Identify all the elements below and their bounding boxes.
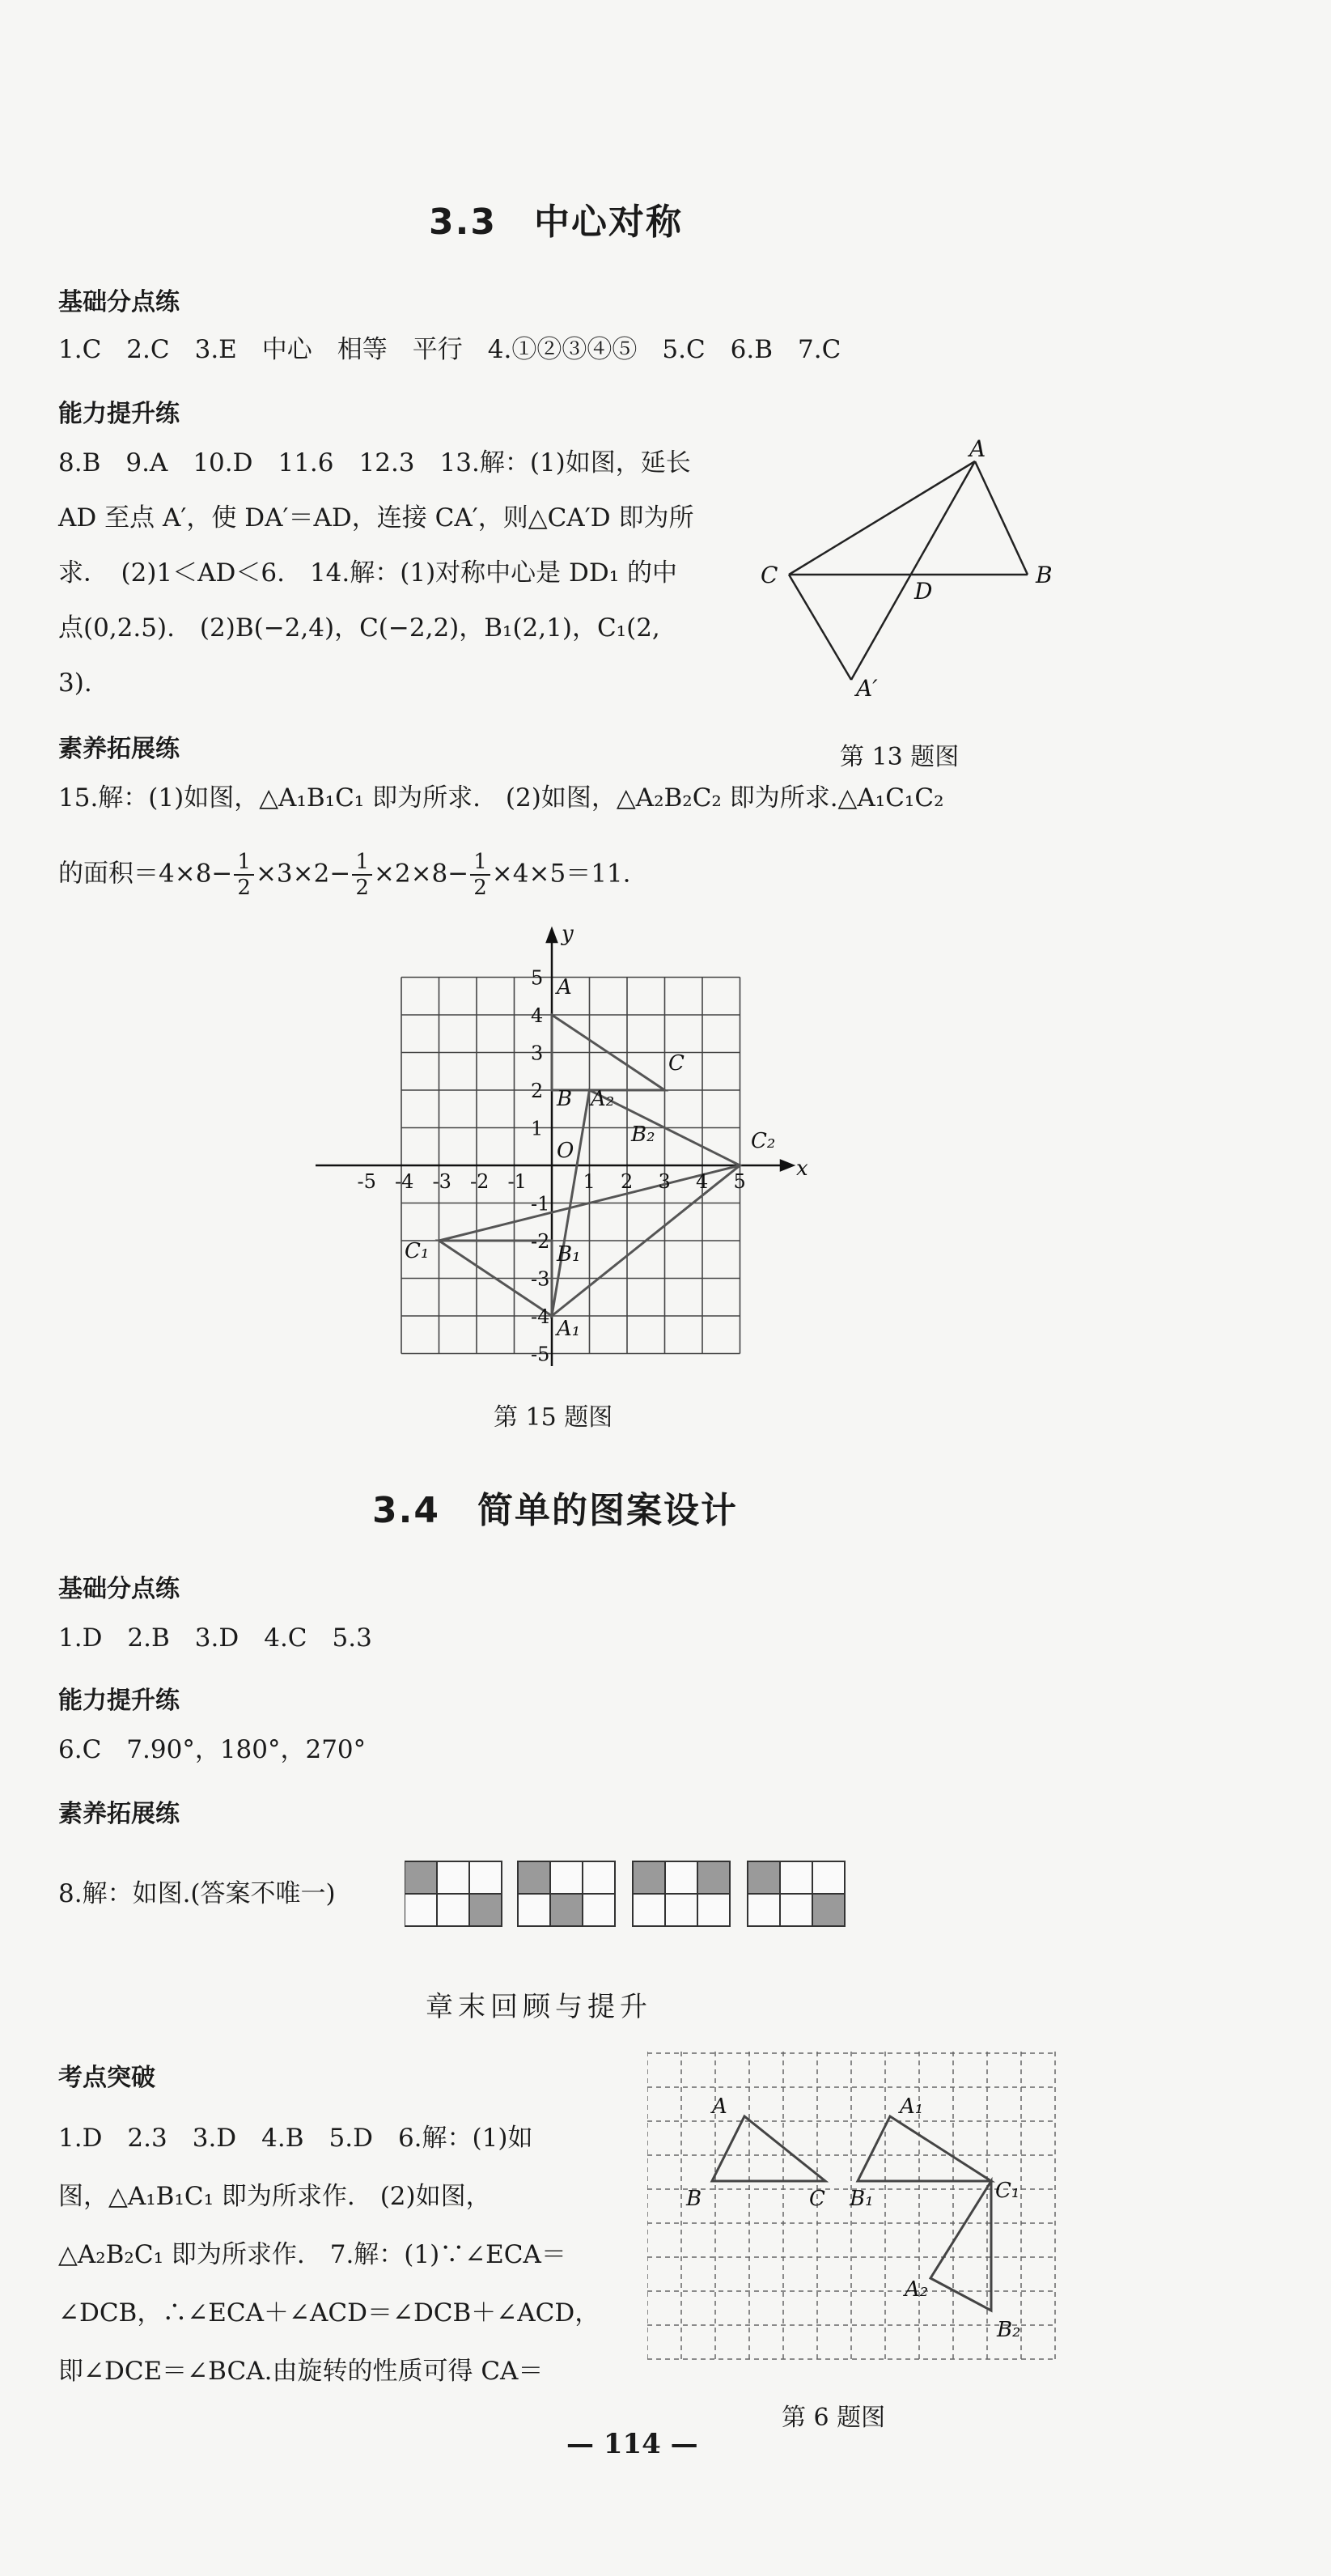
- heading-key-points: 考点突破: [58, 2064, 155, 2092]
- fraction-numerator: 1: [470, 850, 490, 876]
- fig15-x-tick-label: -2: [470, 1170, 490, 1193]
- fig13-label-d: D: [914, 578, 933, 605]
- fig15-label-b2: B₂: [631, 1122, 655, 1147]
- fraction-half-2: [352, 850, 372, 900]
- fig6-label-b1: B₁: [850, 2187, 874, 2211]
- fig15-caption: 第 15 题图: [494, 1403, 613, 1432]
- ability-line-5: 3).: [58, 668, 92, 698]
- fig13-segment-ac: [789, 461, 975, 575]
- fig15-y-tick-label: -2: [531, 1230, 550, 1253]
- fig15-origin-label: O: [557, 1139, 574, 1163]
- ability-line-1: 8.B 9.A 10.D 11.6 12.3 13.解：(1)如图，延长: [58, 448, 691, 477]
- fig13-label-a: A: [969, 437, 986, 462]
- q15-line-2: [58, 850, 631, 900]
- pattern-shaded-cell: [550, 1894, 583, 1926]
- fig15-x-tick-label: -3: [432, 1170, 451, 1193]
- heading-basic-practice: 基础分点练: [58, 288, 180, 316]
- heading-basic-practice-3-4: 基础分点练: [58, 1575, 180, 1603]
- fig15-y-tick-label: 3: [531, 1042, 544, 1065]
- fig15-x-tick-label: 5: [733, 1170, 746, 1193]
- fig15-label-c: C: [668, 1051, 685, 1076]
- fig15-y-axis-label: y: [562, 923, 574, 946]
- pattern-cell: [633, 1894, 665, 1926]
- pattern-shaded-cell: [469, 1894, 502, 1926]
- pattern-cell: [748, 1894, 780, 1926]
- pattern-cell: [583, 1861, 615, 1894]
- heading-expand-practice: 素养拓展练: [58, 735, 180, 763]
- fig6-label-c1: C₁: [995, 2179, 1020, 2203]
- section-title-3-4: 3.4 简单的图案设计: [372, 1490, 738, 1531]
- ability-line-2: AD 至点 A′，使 DA′＝AD，连接 CA′，则△CA′D 即为所: [58, 503, 694, 533]
- fig6-label-a: A: [712, 2094, 727, 2119]
- fig15-x-tick-label: 2: [621, 1170, 634, 1193]
- fig13-label-c: C: [761, 562, 778, 588]
- heading-ability-practice: 能力提升练: [58, 400, 180, 428]
- pattern-cell: [697, 1894, 730, 1926]
- fraction-half-3: [470, 850, 490, 900]
- fig15-label-a: A: [557, 975, 572, 999]
- fig13-segment-ca1: [789, 575, 851, 680]
- review-line-3: △A₂B₂C₁ 即为所求作. 7.解：(1)∵∠ECA＝: [58, 2240, 566, 2269]
- fig15-x-arrow: [781, 1161, 793, 1170]
- fig15-y-tick-label: -3: [531, 1267, 550, 1291]
- ability-line-3: 求． (2)1＜AD＜6. 14.解：(1)对称中心是 DD₁ 的中: [58, 558, 678, 588]
- fig13-segment-aa1: [851, 461, 975, 680]
- review-line-4: ∠DCB，∴∠ECA＋∠ACD＝∠DCB＋∠ACD，: [58, 2298, 600, 2328]
- pattern-cell: [583, 1894, 615, 1926]
- fig6-caption: 第 6 题图: [782, 2404, 886, 2432]
- pattern-cell: [780, 1861, 812, 1894]
- fig6-triangle-abc: [712, 2116, 825, 2181]
- figure-15-coordinate-grid: [307, 923, 809, 1384]
- fig15-y-tick-label: -5: [531, 1343, 550, 1366]
- q8-text: 8.解：如图.(答案不唯一): [58, 1879, 336, 1908]
- fig15-x-axis-label: x: [796, 1156, 808, 1181]
- fig15-x-tick-label: -4: [395, 1170, 414, 1193]
- fig15-x-tick-label: 4: [696, 1170, 709, 1193]
- pattern-cell: [469, 1861, 502, 1894]
- fig15-label-b1: B₁: [557, 1242, 581, 1267]
- fig6-label-a2: A₂: [905, 2277, 929, 2302]
- pattern-shaded-cell: [633, 1861, 665, 1894]
- fig15-y-tick-label: -1: [531, 1192, 550, 1216]
- pattern-cell: [518, 1894, 550, 1926]
- fig15-y-tick-label: 4: [531, 1004, 544, 1027]
- pattern-cell: [665, 1861, 697, 1894]
- q8-pattern-designs: [405, 1845, 858, 1950]
- fig15-y-tick-label: 1: [531, 1117, 544, 1140]
- fraction-denominator: 2: [237, 876, 251, 900]
- answers-basic: 1.C 2.C 3.E 中心 相等 平行 4.①②③④⑤ 5.C 6.B 7.C: [58, 335, 841, 364]
- pattern-cell: [437, 1861, 469, 1894]
- q15-area-seg1: ×3×2−: [255, 859, 351, 889]
- pattern-cell: [405, 1894, 437, 1926]
- figure-13: [761, 437, 1068, 712]
- fig15-x-tick-label: -1: [507, 1170, 527, 1193]
- fig6-label-b: B: [686, 2187, 702, 2211]
- fraction-denominator: 2: [473, 876, 487, 900]
- fraction-numerator: 1: [352, 850, 372, 876]
- fig6-label-c: C: [809, 2187, 825, 2211]
- pattern-cell: [780, 1894, 812, 1926]
- pattern-shaded-cell: [405, 1861, 437, 1894]
- fig15-label-a1: A₁: [557, 1317, 581, 1341]
- answers-basic-3-4: 1.D 2.B 3.D 4.C 5.3: [58, 1623, 372, 1653]
- q15-area-seg3: ×4×5＝11.: [491, 859, 631, 889]
- pattern-cell: [550, 1861, 583, 1894]
- pattern-shaded-cell: [748, 1861, 780, 1894]
- pattern-cell: [437, 1894, 469, 1926]
- fig13-label-b: B: [1036, 562, 1053, 588]
- review-line-2: 图，△A₁B₁C₁ 即为所求作. (2)如图，: [58, 2182, 491, 2211]
- fraction-numerator: 1: [234, 850, 254, 876]
- fig15-label-c2: C₂: [751, 1129, 776, 1153]
- fig15-label-b: B: [557, 1087, 573, 1111]
- fig15-y-tick-label: 2: [531, 1080, 544, 1102]
- fig6-triangle-a1b1c1: [858, 2116, 991, 2181]
- q8-pattern-group: [405, 1861, 845, 1926]
- fig15-x-tick-label: 1: [583, 1170, 596, 1193]
- fig13-segment-ab: [975, 461, 1028, 575]
- review-line-5: 即∠DCE＝∠BCA.由旋转的性质可得 CA＝: [58, 2357, 544, 2386]
- review-line-1: 1.D 2.3 3.D 4.B 5.D 6.解：(1)如: [58, 2124, 533, 2153]
- fig13-label-a-prime: A′: [856, 675, 878, 702]
- fig6-label-b2: B₂: [997, 2318, 1021, 2342]
- fig6-label-a1: A₁: [900, 2094, 924, 2119]
- pattern-shaded-cell: [812, 1894, 845, 1926]
- pattern-shaded-cell: [697, 1861, 730, 1894]
- fig15-y-tick-label: 5: [531, 966, 544, 990]
- q15-area-prefix: 的面积＝4×8−: [58, 859, 233, 889]
- heading-ability-practice-3-4: 能力提升练: [58, 1687, 180, 1715]
- pattern-shaded-cell: [518, 1861, 550, 1894]
- page-number: — 114 —: [566, 2428, 698, 2460]
- pattern-cell: [665, 1894, 697, 1926]
- fig15-x-tick-label: 3: [658, 1170, 671, 1193]
- figure-6-dashed-grid: [647, 2052, 1060, 2379]
- fraction-half-1: [234, 850, 254, 900]
- fraction-denominator: 2: [355, 876, 369, 900]
- fig13-caption: 第 13 题图: [840, 743, 960, 771]
- fig15-label-a2: A₂: [591, 1087, 615, 1111]
- q15-line-1: 15.解：(1)如图，△A₁B₁C₁ 即为所求. (2)如图，△A₂B₂C₂ 即为所求.△A₁C₁C₂: [58, 783, 944, 813]
- section-title-3-3: 3.3 中心对称: [429, 202, 683, 243]
- fig15-y-tick-label: -4: [531, 1305, 550, 1328]
- heading-expand-practice-3-4: 素养拓展练: [58, 1800, 180, 1828]
- fig15-label-c1: C₁: [405, 1239, 430, 1263]
- ability-line-4: 点(0,2.5). (2)B(−2,4)，C(−2,2)，B₁(2,1)，C₁(2,: [58, 613, 660, 643]
- chapter-review-title: 章末回顾与提升: [426, 1991, 652, 2023]
- answers-ability-3-4: 6.C 7.90°，180°，270°: [58, 1735, 367, 1764]
- q15-area-seg2: ×2×8−: [373, 859, 469, 889]
- fig15-y-arrow: [547, 929, 557, 942]
- pattern-cell: [812, 1861, 845, 1894]
- fig15-x-tick-label: -5: [357, 1170, 376, 1193]
